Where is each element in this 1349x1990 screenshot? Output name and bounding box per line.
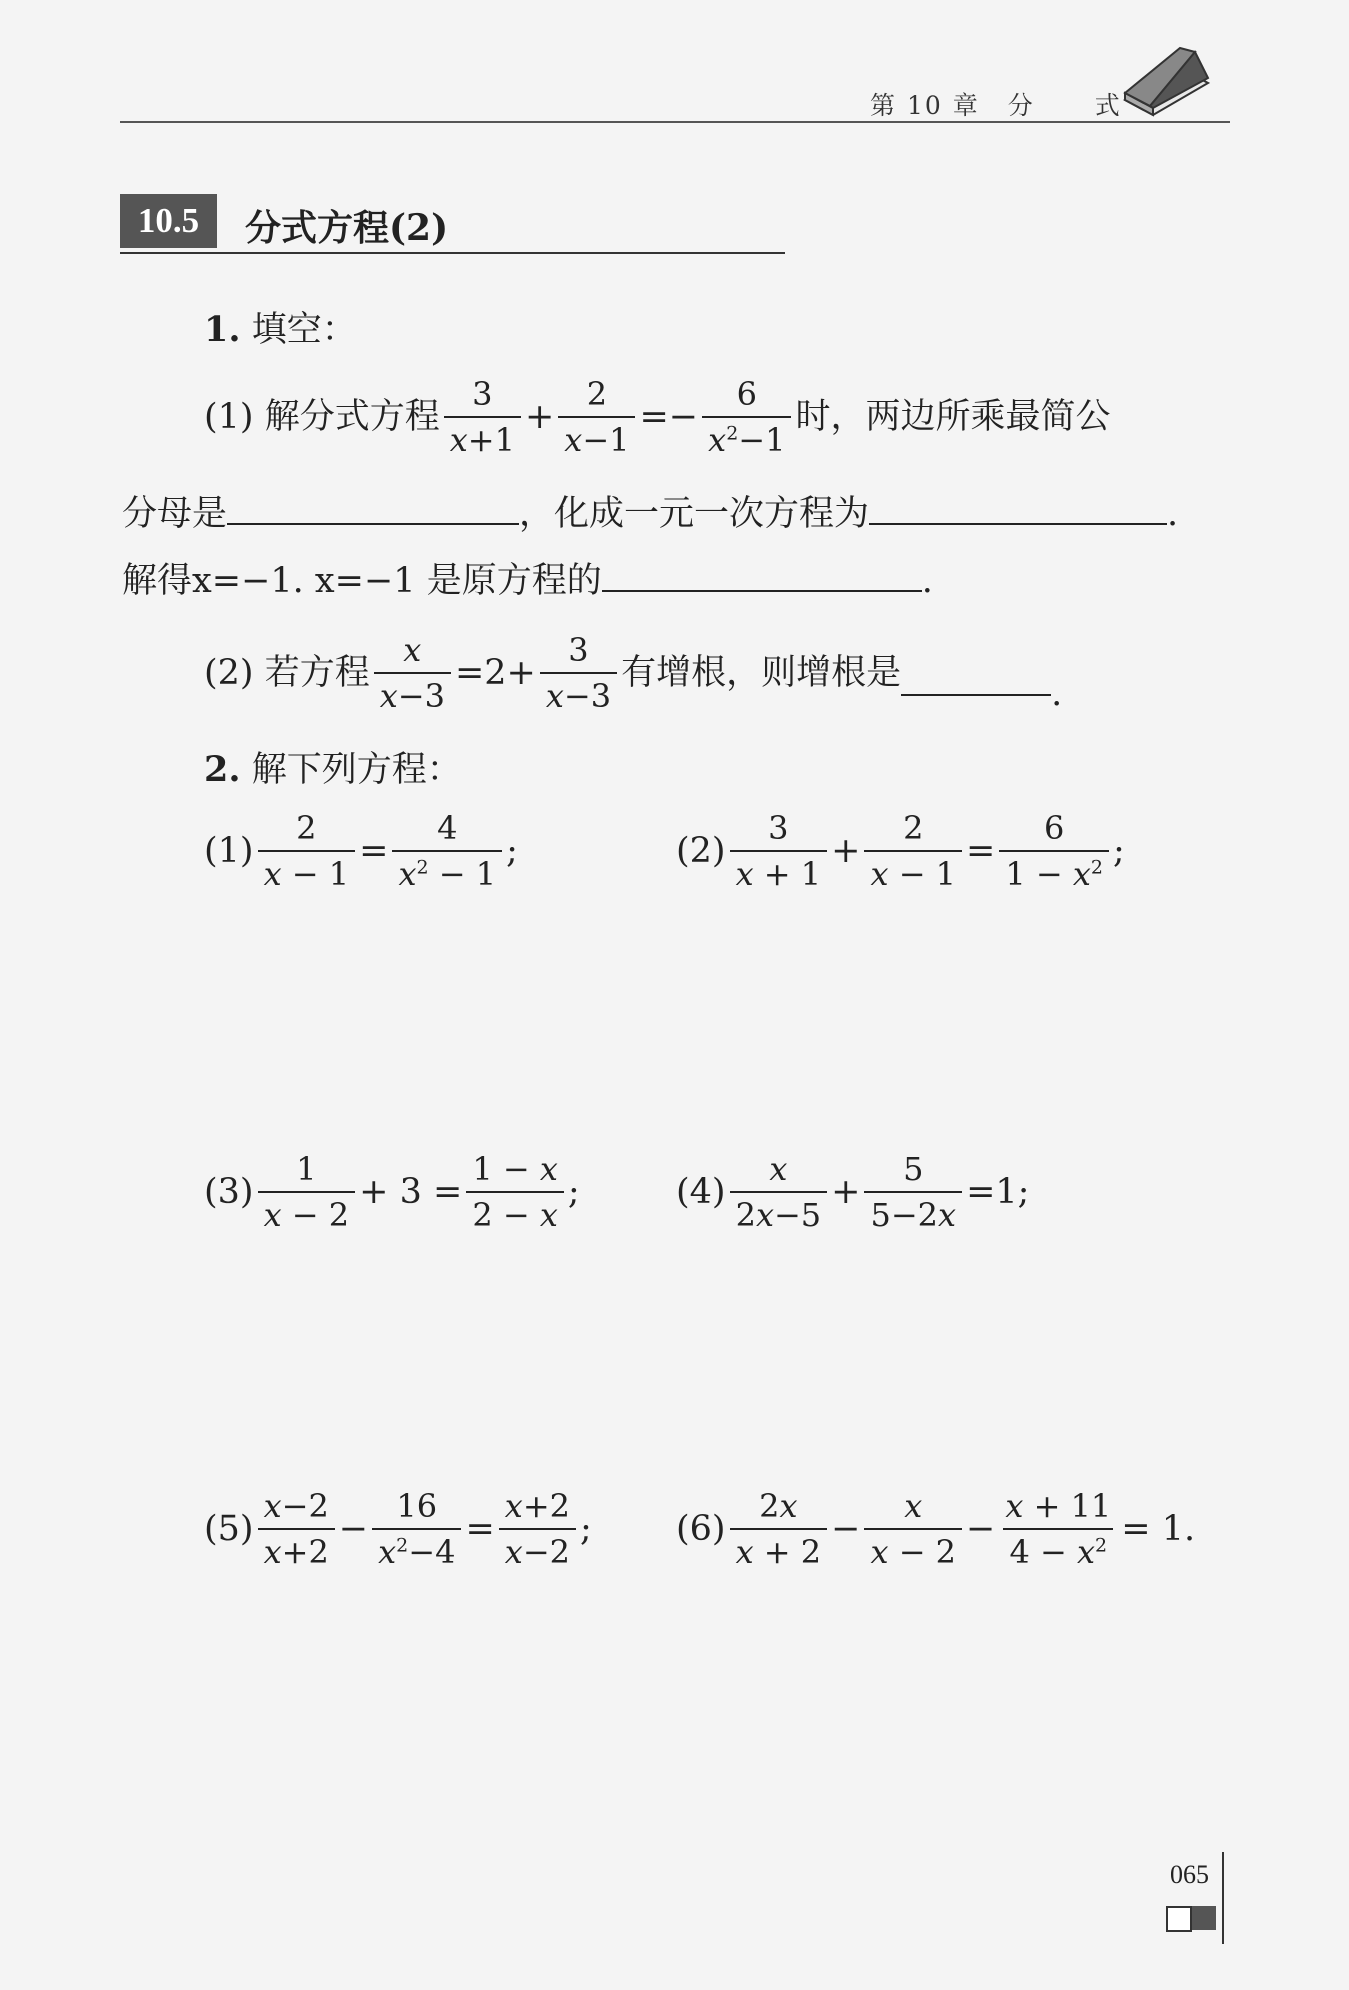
fraction: $\frac{6}{x^2-1}$: [702, 378, 791, 456]
q2-item-label: (1): [204, 830, 254, 871]
q2-item-1: (1) $\frac{2}{x - 1}$ = $\frac{4}{x^2 - 1}$ ;: [204, 809, 518, 893]
answer-blank[interactable]: [869, 495, 1167, 525]
page-number: 065: [1170, 1860, 1209, 1889]
q1-part2-line: (2) 若方程 $\frac{x}{x-3}$ =2+ $\frac{3}{x-3}$ 有增根，则增根是 .: [204, 631, 1063, 715]
footer-square-filled-icon: [1192, 1906, 1216, 1930]
footer-rule: [1222, 1852, 1224, 1944]
question-1-heading: [204, 309, 357, 350]
header-rule: [120, 121, 1230, 123]
q1-part1-line2a: 分母是: [122, 494, 228, 534]
section-rule: [120, 252, 785, 254]
answer-blank[interactable]: [227, 495, 519, 525]
chapter-header: [870, 86, 1122, 122]
question-2-title: 解下列方程：: [251, 750, 462, 790]
question-2-label: 2.: [204, 749, 241, 790]
q2-item-6: (6) $\frac{2x}{x + 2}$ − $\frac{x}{x - 2}$ − $\frac{x + 11}{4 - x^2}$ = 1.: [676, 1487, 1196, 1571]
section-number: 10.5: [120, 194, 217, 248]
q1-part1-tail: 时，两边所乘最简公: [795, 396, 1111, 437]
q2-item-2: (2) $\frac{3}{x + 1}$ + $\frac{2}{x - 1}$ = $\frac{6}{1 - x^2}$ ;: [676, 809, 1125, 893]
book-icon: [1120, 38, 1210, 118]
fraction: $\frac{2}{x-1}$: [558, 378, 635, 456]
q2-item-5: (5) $\frac{x-2}{x+2}$ − $\frac{16}{x^2-4}$ = $\frac{x+2}{x-2}$ ;: [204, 1487, 592, 1571]
q2-item-label: (6): [676, 1508, 726, 1549]
question-2-heading: [204, 749, 462, 790]
footer-square-outline-icon: [1166, 1906, 1192, 1932]
answer-blank[interactable]: [901, 650, 1051, 696]
q2-item-3: (3) $\frac{1}{x - 2}$ + 3 = $\frac{1 - x}{2 - x}$ ;: [204, 1150, 580, 1234]
question-1-label: 1.: [204, 309, 241, 350]
chapter-number: 第 10 章: [870, 91, 980, 120]
q1-part1-line2: 分母是 ，化成一元一次方程为 .: [122, 494, 1179, 534]
section-title: 分式方程(2): [245, 207, 449, 249]
q2-item-4: (4) $\frac{x}{2x-5}$ + $\frac{5}{5-2x}$ =1;: [676, 1150, 1030, 1234]
q2-item-label: (2): [676, 830, 726, 871]
q2-item-label: (4): [676, 1171, 726, 1212]
q1-part1-line3-text: 解得x=−1. x=−1 是原方程的: [122, 561, 602, 601]
q1-part1-line3: 解得x=−1. x=−1 是原方程的 .: [122, 561, 933, 601]
fraction: $\frac{3}{x-3}$: [540, 634, 617, 712]
q1-part2-tail: 有增根，则增根是: [621, 652, 902, 693]
chapter-title-1: 分: [1007, 91, 1035, 120]
answer-blank[interactable]: [602, 562, 922, 592]
question-1-title: 填空：: [251, 310, 357, 350]
fraction: $\frac{3}{x+1}$: [444, 378, 521, 456]
chapter-title-2: 式: [1094, 91, 1122, 120]
q1-part2-intro: (2) 若方程: [204, 652, 370, 693]
q1-part1-line2b: ，化成一元一次方程为: [519, 494, 870, 534]
q1-part1-intro: (1) 解分式方程: [204, 396, 440, 437]
q1-part1-line1: (1) 解分式方程 $\frac{3}{x+1}$ + $\frac{2}{x-1}$ =− $\frac{6}{x^2-1}$ 时，两边所乘最简公: [204, 375, 1111, 459]
q2-item-label: (3): [204, 1171, 254, 1212]
q2-item-label: (5): [204, 1508, 254, 1549]
fraction: $\frac{x}{x-3}$: [374, 634, 451, 712]
